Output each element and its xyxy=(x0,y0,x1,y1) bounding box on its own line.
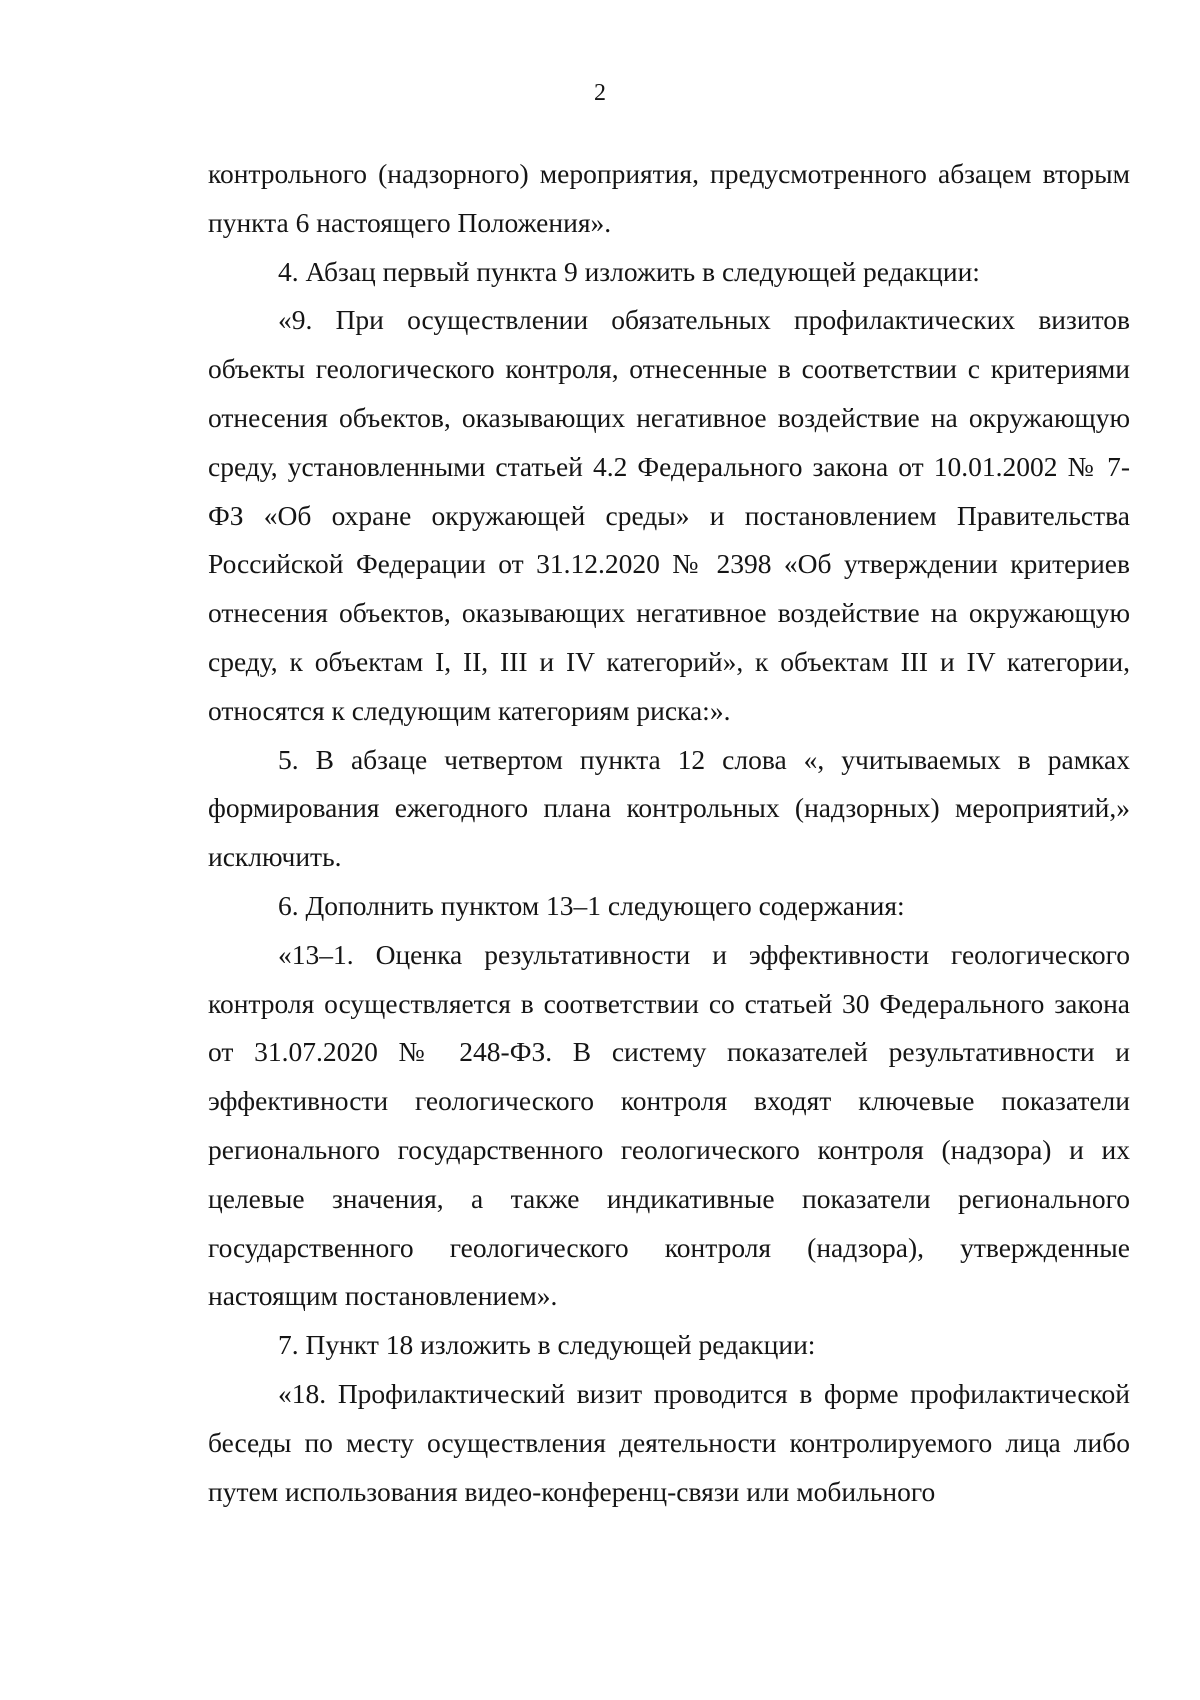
paragraph-item-5: 5. В абзаце четвертом пункта 12 слова «, учитываемых в рамках формирования ежегодного плана контрольных (надзорных) мероприятий,» исключить. xyxy=(208,743,1130,873)
paragraph-point-9: «9. При осуществлении обязательных профилактических визитов объекты геологического контроля, отнесенные в соответствии с критериями отнесения объектов, оказывающих негативное воздействие на окружающую среду, установленными статьей 4.2 Федерального закона от 10.01.2002 № 7-ФЗ «Об охране окружающей среды» и постановлением Правительства Российской Федерации от 31.12.2020 № 2398 «Об утверждении критериев отнесения объектов, оказывающих негативное воздействие на окружающую среду, к объектам I, II, III и IV категорий», к объектам III и IV категории, относятся к следующим категориям риска:». xyxy=(208,304,1130,726)
document-body xyxy=(208,150,1130,1516)
paragraph-point-13-1: «13–1. Оценка результативности и эффективности геологического контроля осуществляется в соответствии со статьей 30 Федерального закона от 31.07.2020 № 248-ФЗ. В систему показателей результативности и эффективности геологического контроля входят ключевые показатели регионального государственного геологического контроля (надзора) и их целевые значения, а также индикативные показатели регионального государственного геологического контроля (надзора), утвержденные настоящим постановлением». xyxy=(208,938,1130,1312)
paragraph-continuation: контрольного (надзорного) мероприятия, предусмотренного абзацем вторым пункта 6 настоящего Положения». xyxy=(208,158,1130,238)
paragraph-point-18: «18. Профилактический визит проводится в форме профилактической беседы по месту осуществления деятельности контролируемого лица либо путем использования видео-конференц-связи или мобильного xyxy=(208,1377,1130,1507)
paragraph-item-7: 7. Пункт 18 изложить в следующей редакции: xyxy=(278,1329,816,1361)
paragraph-item-4: 4. Абзац первый пункта 9 изложить в следующей редакции: xyxy=(278,255,980,287)
page-number: 2 xyxy=(594,80,606,106)
paragraph-item-6: 6. Дополнить пунктом 13–1 следующего содержания: xyxy=(278,889,905,921)
